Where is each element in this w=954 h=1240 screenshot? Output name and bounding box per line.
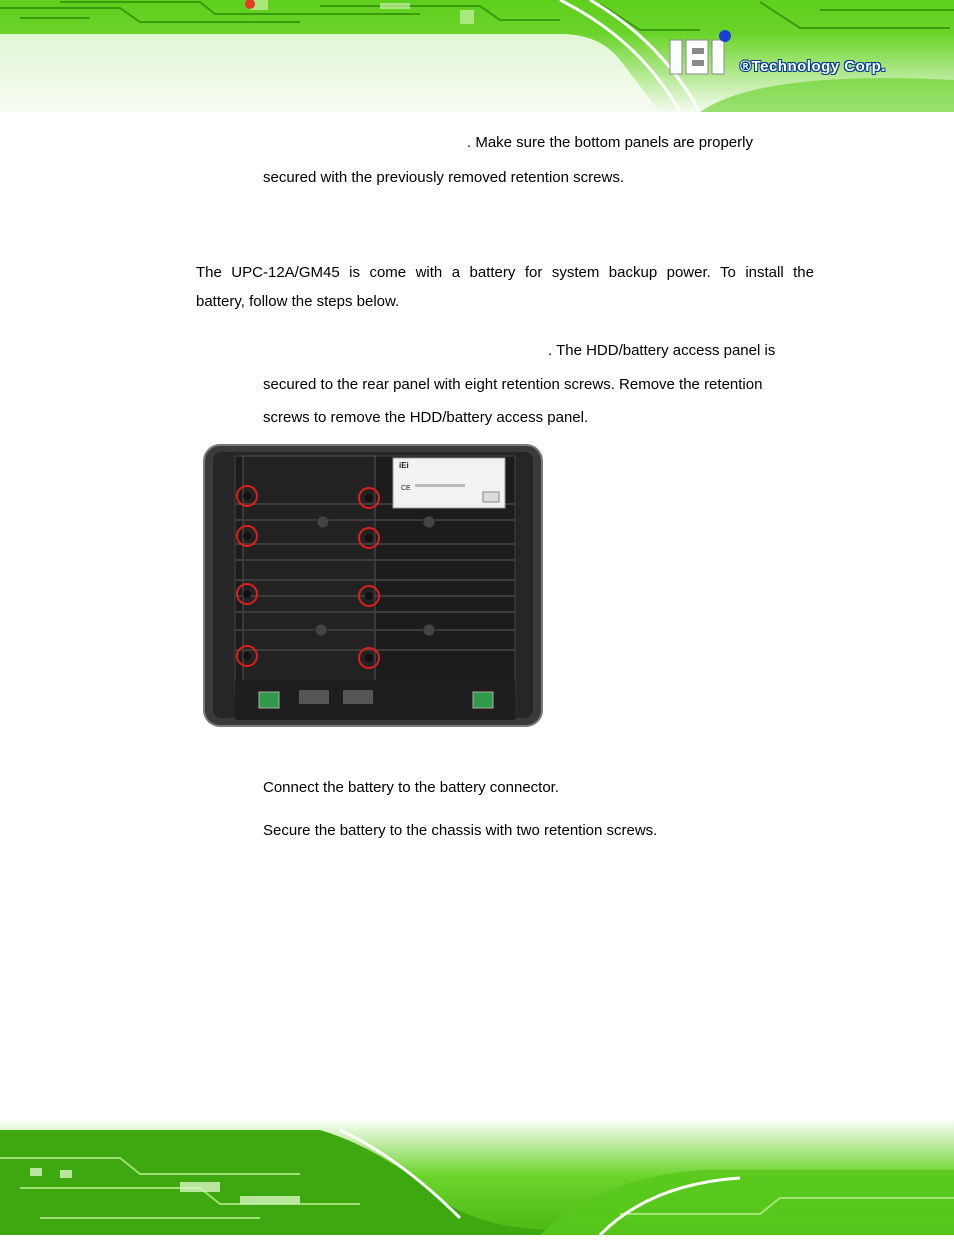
previous-step-tail: . Make sure the bottom panels are properly bbox=[467, 134, 753, 151]
previous-step-continuation: secured with the previously removed retention screws. bbox=[263, 169, 624, 186]
step2-text: Connect the battery to the battery connector. bbox=[263, 779, 560, 796]
rear-panel-figure bbox=[203, 444, 543, 727]
pcb-footer-graphic bbox=[0, 1118, 954, 1235]
rear-panel-photo bbox=[203, 444, 543, 727]
intro-paragraph-line2: battery, follow the steps below. bbox=[196, 293, 400, 310]
step1-line2: secured to the rear panel with eight retention screws. Remove the retention bbox=[263, 376, 763, 393]
company-name: ®Technology Corp. bbox=[740, 58, 886, 75]
step1-tail: . The HDD/battery access panel is bbox=[548, 342, 776, 359]
sticker-brand: iEi bbox=[399, 461, 409, 470]
page-footer bbox=[0, 1118, 954, 1235]
intro-paragraph-line1: The UPC-12A/GM45 is come with a battery for system backup power. To install the bbox=[196, 264, 814, 281]
step1-line3: screws to remove the HDD/battery access panel. bbox=[263, 409, 589, 426]
step3-text: Secure the battery to the chassis with two retention screws. bbox=[263, 822, 658, 839]
sticker-ce: CE bbox=[401, 485, 411, 492]
iei-logo-mark bbox=[668, 28, 748, 82]
page-header bbox=[0, 0, 954, 112]
